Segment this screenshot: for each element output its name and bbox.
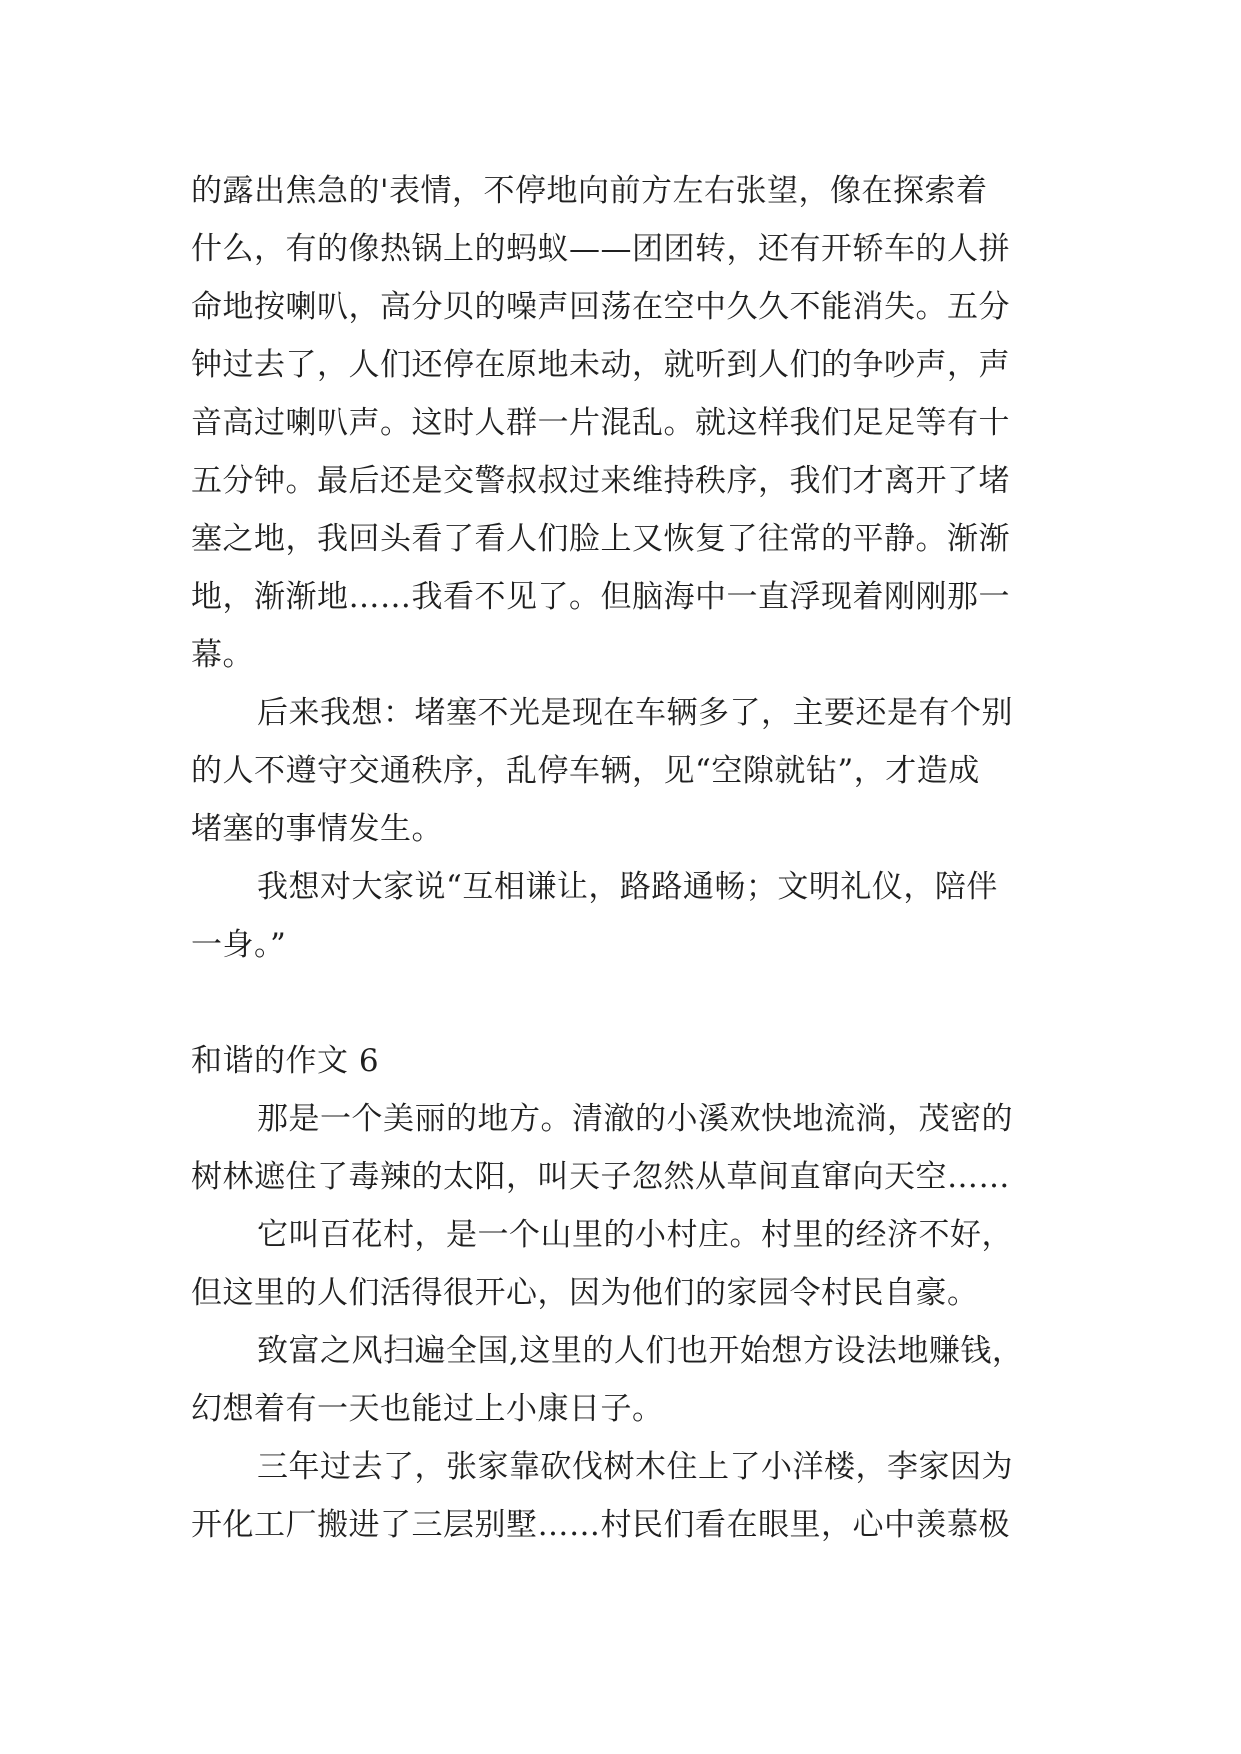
paragraph-spacer [191, 974, 1061, 1032]
text-line: 树林遮住了毒辣的太阳，叫天子忽然从草间直窜向天空…… [191, 1159, 1010, 1195]
paragraph [191, 1438, 1061, 1554]
text-line: 五分钟。最后还是交警叔叔过来维持秩序，我们才离开了堵 [191, 463, 1010, 499]
essay-title: 和谐的作文 6 [191, 1043, 380, 1079]
text-line: 命地按喇叭，高分贝的噪声回荡在空中久久不能消失。五分 [191, 289, 1010, 325]
text-line: 的露出焦急的'表情，不停地向前方左右张望，像在探索着 [191, 173, 988, 209]
text-line: 幻想着有一天也能过上小康日子。 [191, 1391, 664, 1427]
text-line: 开化工厂搬进了三层别墅……村民们看在眼里，心中羡慕极 [191, 1507, 1010, 1543]
text-line: 的人不遵守交通秩序，乱停车辆，见“空隙就钻”，才造成 [191, 753, 980, 789]
text-line: 一身。” [191, 927, 287, 963]
text-line: 什么，有的像热锅上的蚂蚁——团团转，还有开轿车的人拼 [191, 231, 1010, 267]
paragraph [191, 162, 1061, 684]
paragraph [191, 1322, 1061, 1438]
text-line: 幕。 [191, 637, 254, 673]
text-line: 钟过去了，人们还停在原地未动，就听到人们的争吵声，声 [191, 347, 1010, 383]
text-line: 致富之风扫遍全国,这里的人们也开始想方设法地赚钱， [257, 1333, 1024, 1369]
text-line: 音高过喇叭声。这时人群一片混乱。就这样我们足足等有十 [191, 405, 1010, 441]
text-line: 我想对大家说“互相谦让，路路通畅；文明礼仪，陪伴 [257, 869, 998, 905]
paragraph [191, 858, 1061, 974]
text-line: 地，渐渐地……我看不见了。但脑海中一直浮现着刚刚那一 [191, 579, 1010, 615]
paragraph [191, 684, 1061, 858]
text-line: 那是一个美丽的地方。清澈的小溪欢快地流淌，茂密的 [257, 1101, 1013, 1137]
text-line: 塞之地，我回头看了看人们脸上又恢复了往常的平静。渐渐 [191, 521, 1010, 557]
text-line: 但这里的人们活得很开心，因为他们的家园令村民自豪。 [191, 1275, 979, 1311]
text-line: 它叫百花村，是一个山里的小村庄。村里的经济不好， [257, 1217, 1013, 1253]
paragraph [191, 1206, 1061, 1322]
text-line: 堵塞的事情发生。 [191, 811, 443, 847]
paragraph [191, 1090, 1061, 1206]
text-line: 三年过去了，张家靠砍伐树木住上了小洋楼，李家因为 [257, 1449, 1013, 1485]
document-body [191, 162, 1061, 1554]
text-line: 后来我想：堵塞不光是现在车辆多了，主要还是有个别 [257, 695, 1013, 731]
